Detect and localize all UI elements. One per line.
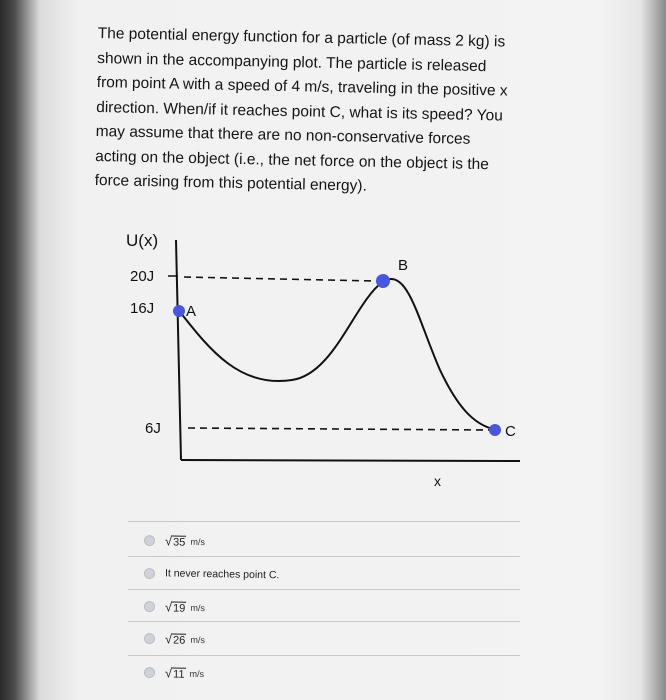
question-line: may assume that there are no non-conservative forces xyxy=(95,122,471,148)
question-line: acting on the object (i.e., the net force on the object is the xyxy=(95,147,490,173)
answer-unit: m/s xyxy=(190,536,205,547)
answer-value: √19 xyxy=(164,599,186,615)
answer-option-2[interactable] xyxy=(144,567,280,581)
divider xyxy=(128,556,520,557)
radio-button[interactable] xyxy=(144,601,155,612)
radio-button[interactable] xyxy=(144,568,155,579)
answer-option-1[interactable] xyxy=(144,533,205,549)
answer-option-4[interactable] xyxy=(144,631,205,647)
x-axis xyxy=(181,460,520,461)
question-line: from point A with a speed of 4 m/s, traveling in the positive x xyxy=(96,73,508,100)
answer-value: √11 xyxy=(164,665,185,681)
answer-unit: m/s xyxy=(190,602,205,613)
x-axis-label: x xyxy=(434,473,441,489)
answer-unit: m/s xyxy=(190,634,205,645)
answer-unit: m/s xyxy=(189,668,205,679)
radio-button[interactable] xyxy=(144,535,155,546)
question-line: The potential energy function for a particle (of mass 2 kg) is xyxy=(97,24,506,51)
question-line: direction. When/if it reaches point C, what is its speed? You xyxy=(96,98,503,124)
question-line: shown in the accompanying plot. The particle is released xyxy=(97,49,487,75)
point-c-label: C xyxy=(505,423,516,440)
dashed-line-6j xyxy=(188,428,490,430)
radio-button[interactable] xyxy=(144,667,155,678)
divider xyxy=(128,655,520,656)
divider xyxy=(128,589,520,590)
point-c-marker xyxy=(489,424,501,436)
level-label-6j: 6J xyxy=(145,420,161,437)
point-a-label: A xyxy=(186,303,197,320)
level-label-20j: 20J xyxy=(130,268,155,285)
answer-option-3[interactable] xyxy=(144,599,205,615)
point-a-marker xyxy=(173,305,185,317)
dashed-line-20j xyxy=(184,277,376,281)
radio-button[interactable] xyxy=(144,633,155,644)
answer-option-5[interactable] xyxy=(144,665,204,681)
answer-text: It never reaches point C. xyxy=(164,567,280,582)
answer-value: √35 xyxy=(164,533,186,549)
y-axis xyxy=(176,240,181,460)
divider xyxy=(128,621,520,622)
question-line: force arising from this potential energy). xyxy=(94,171,368,195)
divider xyxy=(128,521,520,522)
point-b-marker xyxy=(376,274,390,288)
potential-curve xyxy=(180,279,493,429)
level-label-16j: 16J xyxy=(130,300,155,317)
point-b-label: B xyxy=(398,257,409,274)
answer-value: √26 xyxy=(164,631,186,647)
y-axis-label: U(x) xyxy=(126,231,159,250)
